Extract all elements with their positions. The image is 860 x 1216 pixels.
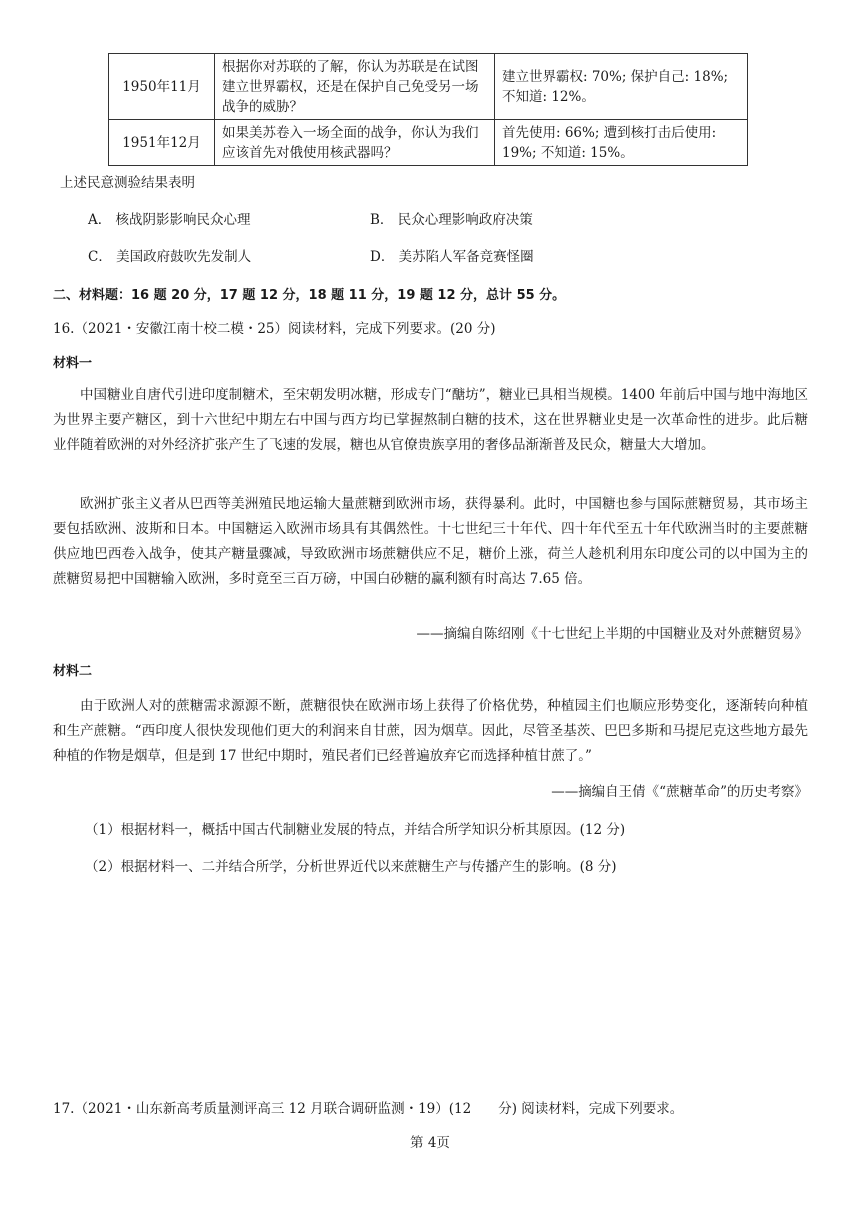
table-cell-question: 如果美苏卷入一场全面的战争，你认为我们应该首先对俄使用核武器吗？ — [215, 120, 495, 166]
material-paragraph: 欧洲扩张主义者从巴西等美洲殖民地运输大量蔗糖到欧洲市场，获得暴利。此时，中国糖也参与国际蔗糖贸易，其市场主要包括欧洲、波斯和日本。中国糖运入欧洲市场具有其偶然性。十七世纪三十年代、四十年代至五十年代欧洲当时的主要蔗糖供应地巴西卷入战争，使其产糖量骤减，导致欧洲市场蔗糖供应不足，糖价上涨，荷兰人趁机利用东印度公司的以中国为主的蔗糖贸易把中国糖输入欧洲，多时竟至三百万磅，中国白砂糖的赢利额有时高达 7.65 倍。 — [53, 496, 808, 587]
material-label: 材料二 — [53, 664, 93, 679]
question-stem: 上述民意测验结果表明 — [60, 175, 195, 191]
sub-question: （1）根据材料一，概括中国古代制糖业发展的特点，并结合所学知识分析其原因。(12 分) — [85, 822, 626, 838]
question-header: 17.（2021・山东新高考质量测评高三 12 月联合调研监测・19）(12 分) 阅读材料，完成下列要求。 — [53, 1101, 684, 1117]
option-b: B． 民众心理影响政府决策 — [370, 212, 533, 228]
sub-question: （2）根据材料一、二并结合所学，分析世界近代以来蔗糖生产与传播产生的影响。(8 分) — [85, 859, 617, 875]
material-paragraph: 由于欧洲人对的蔗糖需求源源不断，蔗糖很快在欧洲市场上获得了价格优势，种植园主们也顺应形势变化，逐渐转向种植和生产蔗糖。“西印度人很快发现他们更大的利润来自甘蔗，因为烟草。因此，尽管圣基茨、巴巴多斯和马提尼克这些地方最先种植的作物是烟草，但是到 17 世纪中期时，殖民者们已经普遍放弃它而选择种植甘蔗了。” — [53, 698, 808, 764]
option-c: C． 美国政府鼓吹先发制人 — [88, 249, 252, 265]
table-cell-result: 建立世界霸权: 70%; 保护自己: 18%; 不知道: 12%。 — [495, 54, 748, 120]
table-cell-result: 首先使用: 66%; 遭到核打击后使用: 19%; 不知道: 15%。 — [495, 120, 748, 166]
option-d: D． 美苏陷人军备竞赛怪圈 — [370, 249, 534, 265]
table-row — [109, 54, 748, 120]
option-a: A． 核战阴影影响民众心理 — [88, 212, 251, 228]
table-row — [109, 120, 748, 166]
source-citation: ——摘编自陈绍刚《十七世纪上半期的中国糖业及对外蔗糖贸易》 — [416, 626, 808, 642]
table-cell-date: 1950年11月 — [109, 54, 215, 120]
material-label: 材料一 — [53, 356, 93, 371]
material-paragraph: 中国糖业自唐代引进印度制糖术，至宋朝发明冰糖，形成专门“醣坊”，糖业已具相当规模。1400 年前后中国与地中海地区为世界主要产糖区，到十六世纪中期左右中国与西方均已掌握熬制白糖的技术，这在世界糖业史是一次革命性的进步。此后糖业伴随着欧洲的对外经济扩张产生了飞速的发展，糖也从官僚贵族享用的奢侈品渐渐普及民众，糖量大大增加。 — [53, 387, 808, 453]
source-citation: ——摘编自王倩《“蔗糖革命”的历史考察》 — [551, 784, 808, 800]
poll-table — [108, 53, 748, 166]
section-heading: 二、材料题：16 题 20 分，17 题 12 分，18 题 11 分，19 题 12 分，总计 55 分。 — [53, 288, 566, 303]
table-cell-date: 1951年12月 — [109, 120, 215, 166]
page-number: 第 4页 — [410, 1135, 450, 1151]
table-cell-question: 根据你对苏联的了解，你认为苏联是在试图建立世界霸权，还是在保护自己免受另一场战争的威胁？ — [215, 54, 495, 120]
question-header: 16.（2021・安徽江南十校二模・25）阅读材料，完成下列要求。(20 分) — [53, 321, 496, 337]
